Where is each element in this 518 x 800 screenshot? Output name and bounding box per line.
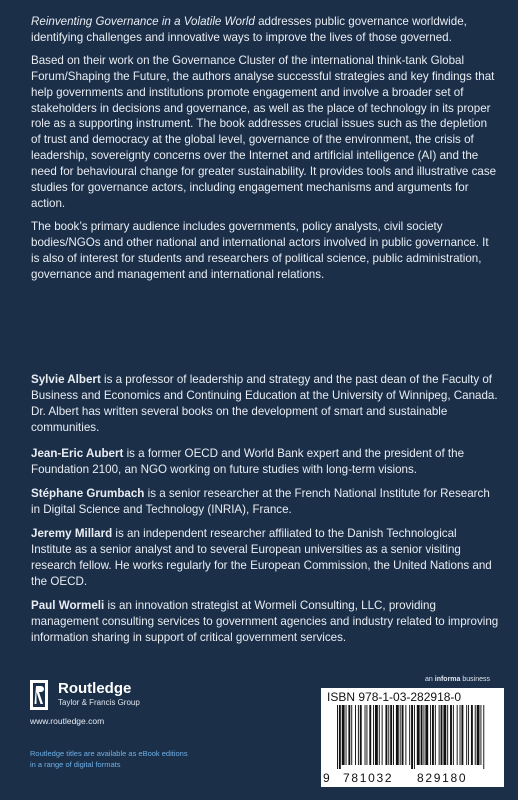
author-name: Paul Wormeli xyxy=(31,599,105,612)
barcode-bar xyxy=(379,705,380,765)
barcode-bar xyxy=(360,705,362,765)
ebook-note: Routledge titles are available as eBook editions in a range of digital formats xyxy=(30,749,188,769)
isbn-label: ISBN 978-1-03-282918-0 xyxy=(327,690,462,704)
publisher-website: www.routledge.com xyxy=(30,716,105,726)
author-bio xyxy=(31,446,499,478)
barcode-bar xyxy=(390,705,392,765)
barcode-bar xyxy=(453,705,454,765)
summary-paragraph: Based on their work on the Governance Cluster of the international think-tank Global Forum/Shaping the Future, the authors analyse successful strategies and key findings that help governments and institutions promote engagement and involve a broader set of stakeholders in decisions and governance, as well as the place of technology in its proper role as a supporting instrument. The book addresses crucial issues such as the depletion of trust and democracy at the global level, governance of the environment, the crisis of leadership, sovereignty concerns over the Internet and artificial intelligence (AI) and the need for behavioural change for greater sustainability. It provides tools and illustrative case studies for governance actors, including engagement mechanisms and arguments for action. xyxy=(31,53,497,210)
barcode-bar xyxy=(483,705,484,769)
barcode-bar xyxy=(337,705,338,769)
barcode-bar xyxy=(471,705,473,765)
barcode-bar xyxy=(466,705,467,765)
barcode-bar xyxy=(443,705,446,765)
barcode-bar xyxy=(375,705,378,765)
description xyxy=(31,14,499,290)
author-name: Stéphane Grumbach xyxy=(31,487,145,500)
barcode-bar xyxy=(402,705,404,765)
barcode-bar xyxy=(342,705,345,765)
barcode-bar xyxy=(355,705,356,765)
barcode-bar xyxy=(348,705,350,765)
barcode-bar xyxy=(382,705,383,765)
author-name: Jean-Eric Aubert xyxy=(31,447,124,460)
author-name: Jeremy Millard xyxy=(31,527,113,540)
barcode-bar xyxy=(423,705,424,765)
barcode-bar xyxy=(435,705,436,765)
barcode-bar xyxy=(365,705,366,765)
barcode-bar xyxy=(369,705,371,765)
author-name: Sylvie Albert xyxy=(31,373,101,386)
barcode-bar xyxy=(477,705,480,765)
author-bio-text: is an innovation strategist at Wormeli Consulting, LLC, providing management consulting services to government agencies and industry related to improving information sharing in support of critical government services. xyxy=(31,599,499,644)
barcode-bar xyxy=(351,705,352,765)
barcode-bar xyxy=(385,705,387,765)
barcode-bar xyxy=(450,705,452,765)
barcode-bar xyxy=(409,705,410,765)
barcode-bar xyxy=(411,705,413,769)
author-bio xyxy=(31,526,499,590)
barcode-bar xyxy=(414,705,415,769)
barcode-bar xyxy=(480,705,481,765)
barcode-bar xyxy=(417,705,420,765)
routledge-logo-icon xyxy=(30,680,48,710)
intro-paragraph xyxy=(31,14,499,46)
barcode-bar xyxy=(457,705,458,765)
author-bio xyxy=(31,486,499,518)
barcode-bar xyxy=(425,705,428,765)
barcode-bars xyxy=(337,705,489,769)
barcode-bar xyxy=(358,705,359,765)
barcode-bar xyxy=(475,705,476,765)
author-bio-text: is a professor of leadership and strategy and the past dean of the Faculty of Business and Economics and Continuing Education at the University of Winnipeg, Canada. Dr. Albert has written several books on the development of smart and sustainable communities. xyxy=(31,373,498,434)
barcode-bar xyxy=(461,705,463,765)
barcode-bar xyxy=(393,705,394,765)
barcode-bar xyxy=(396,705,399,765)
author-bio xyxy=(31,372,499,436)
publisher-group: Taylor & Francis Group xyxy=(58,698,140,707)
author-bio-text: is a former OECD and World Bank expert and the president of the Foundation 2100, an NGO working on future studies with long-term visions. xyxy=(31,447,465,476)
barcode-bar xyxy=(346,705,347,765)
book-title: Reinventing Governance in a Volatile World xyxy=(31,15,255,28)
audience-paragraph: The book’s primary audience includes governments, policy analysts, civil society bodies/NGOs and other national and international actors involved in public governance. It is also of interest for students and researchers of political science, public administration, governance and management and international relations. xyxy=(31,219,489,281)
intro-text: addresses public governance worldwide, identifying challenges and innovative ways to improve the lives of those governed. xyxy=(31,15,467,44)
informa-brand: informa xyxy=(434,676,461,683)
author-bio-text: is an independent researcher affiliated to the Danish Technological Institute as a senior analyst and to several European universities as a senior visiting research fellow. He works regularly for the European Commission, the United Nations and the OECD. xyxy=(31,527,492,588)
barcode-bar xyxy=(468,705,469,765)
barcode-bar xyxy=(441,705,443,765)
barcode-bar xyxy=(430,705,431,765)
barcode-bar xyxy=(432,705,434,765)
informa-tagline: an informa business xyxy=(425,676,490,683)
barcode-bar xyxy=(447,705,448,765)
barcode-bar xyxy=(366,705,367,765)
author-bio-text: is a senior researcher at the French National Institute for Research in Digital Science and Technology (INRIA), France. xyxy=(31,487,490,516)
barcode-bar xyxy=(405,705,406,765)
barcode-bar xyxy=(460,705,461,765)
author-bio xyxy=(31,598,499,646)
barcode-bar xyxy=(388,705,389,765)
isbn-barcode: ISBN 978-1-03-282918-0 9 781032 829180 xyxy=(321,688,504,787)
barcode-bar xyxy=(421,705,423,765)
barcode-bar xyxy=(373,705,374,765)
barcode-bar xyxy=(439,705,440,765)
barcode-bar xyxy=(339,705,341,769)
publisher-name: Routledge xyxy=(58,680,132,697)
barcode-bar xyxy=(400,705,401,765)
